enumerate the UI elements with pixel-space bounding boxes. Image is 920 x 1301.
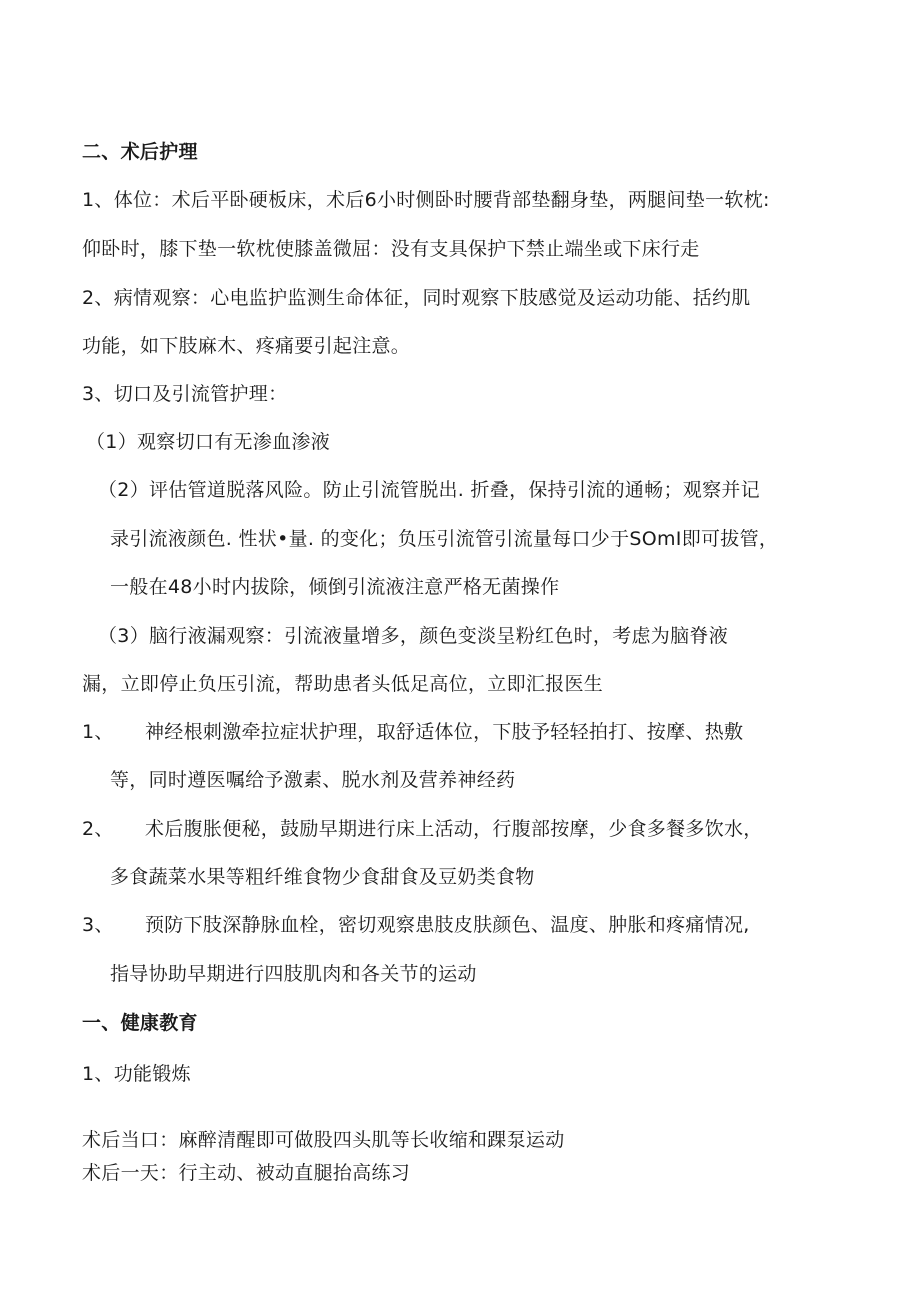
item-3-line-1: 3、切口及引流管护理： (82, 383, 288, 405)
item-2-line-2: 功能，如下肢麻木、疼痛要引起注意。 (82, 335, 411, 357)
numbered-item-2-line-1: 术后腹胀便秘，鼓励早期进行床上活动，行腹部按摩，少食多餐多饮水， (145, 818, 763, 840)
numbered-item-2-number: 2、 (82, 818, 114, 840)
section-heading-postop: 二、术后护理 (82, 141, 198, 163)
item-1-line-1: 1、体位：术后平卧硬板床，术后6小时侧卧时腰背部垫翻身垫，两腿间垫一软枕: (82, 189, 770, 211)
sub-item-1: （1）观察切口有无渗血渗液 (86, 431, 330, 453)
postop-day-0: 术后当口：麻醉清醒即可做股四头肌等长收缩和踝泵运动 (82, 1129, 565, 1151)
sub-item-2-line-1: （2）评估管道脱落风险。防止引流管脱出. 折叠，保持引流的通畅；观察并记 (98, 479, 760, 501)
section-heading-education: 一、健康教育 (82, 1012, 198, 1034)
sub-item-2-line-3: 一般在48小时内拔除，倾倒引流液注意严格无菌操作 (110, 576, 560, 598)
sub-item-3-line-1: （3）脑行液漏观察：引流液量增多，颜色变淡呈粉红色时，考虑为脑脊液 (98, 625, 728, 647)
postop-day-1: 术后一天：行主动、被动直腿抬高练习 (82, 1162, 411, 1184)
numbered-item-3-line-1: 预防下肢深静脉血栓，密切观察患肢皮肤颜色、温度、肿胀和疼痛情况, (145, 914, 750, 936)
item-2-line-1: 2、病情观察：心电监护监测生命体征，同时观察下肢感觉及运动功能、括约肌 (82, 287, 751, 309)
numbered-item-3-line-2: 指导协助早期进行四肢肌肉和各关节的运动 (110, 963, 477, 985)
education-item-1: 1、功能锻炼 (82, 1063, 191, 1085)
numbered-item-1-line-2: 等，同时遵医嘱给予激素、脱水剂及营养神经药 (110, 769, 516, 791)
numbered-item-1-number: 1、 (82, 721, 114, 743)
numbered-item-3-number: 3、 (82, 914, 114, 936)
sub-item-2-line-2: 录引流液颜色. 性状•量. 的变化；负压引流管引流量每口少于SOmI即可拔管， (110, 528, 779, 550)
sub-item-3-line-2: 漏，立即停止负压引流，帮助患者头低足高位，立即汇报医生 (82, 673, 604, 695)
numbered-item-2-line-2: 多食蔬菜水果等粗纤维食物少食甜食及豆奶类食物 (110, 866, 535, 888)
numbered-item-1-line-1: 神经根刺激牵拉症状护理，取舒适体位，下肢予轻轻拍打、按摩、热敷 (145, 721, 744, 743)
item-1-line-2: 仰卧时，膝下垫一软枕使膝盖微屈：没有支具保护下禁止端坐或下床行走 (82, 238, 700, 260)
